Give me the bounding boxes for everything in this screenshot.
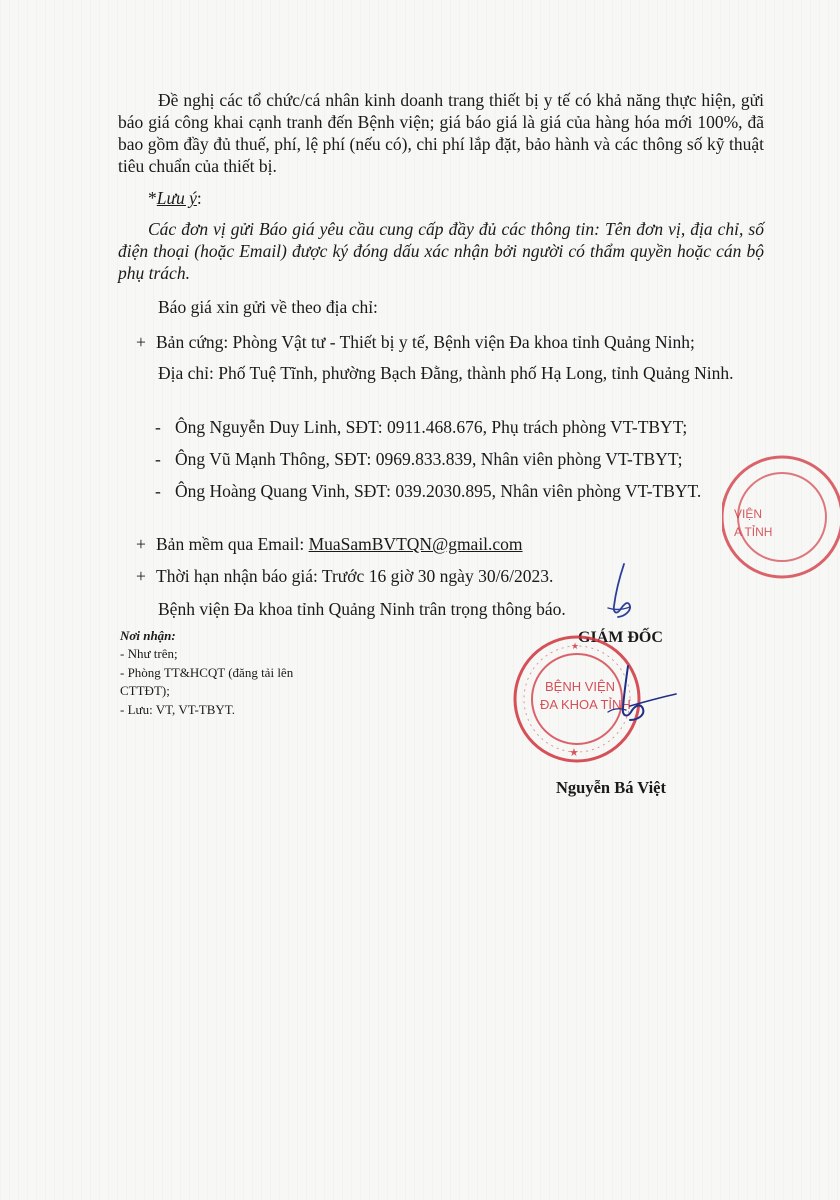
signature-mark-main	[600, 662, 680, 724]
contact-dash: -	[155, 417, 161, 437]
address-intro: Báo giá xin gửi về theo địa chỉ:	[158, 297, 378, 317]
hard-copy-address: Địa chỉ: Phố Tuệ Tĩnh, phường Bạch Đằng, thành phố Hạ Long, tỉnh Quảng Ninh.	[158, 363, 734, 383]
note-text: Các đơn vị gửi Báo giá yêu cầu cung cấp đầy đủ các thông tin: Tên đơn vị, địa chỉ, số điện thoại (hoặc Email) được ký đóng dấu xác nhận bởi người có thẩm quyền hoặc cán bộ phụ trách.	[118, 219, 764, 283]
note-prefix: *	[148, 188, 157, 208]
contact-item: Ông Hoàng Quang Vinh, SĐT: 039.2030.895, Nhân viên phòng VT-TBYT.	[175, 481, 702, 501]
signature-name: Nguyễn Bá Việt	[556, 778, 667, 797]
recipient-item: - Như trên;	[120, 646, 178, 661]
svg-text:★: ★	[571, 642, 580, 652]
hard-copy-text: Bản cứng: Phòng Vật tư - Thiết bị y tế, Bệnh viện Đa khoa tỉnh Quảng Ninh;	[156, 332, 695, 352]
soft-copy-label: Bản mềm qua Email:	[156, 534, 309, 554]
soft-copy	[156, 533, 523, 555]
closing-text: Bệnh viện Đa khoa tỉnh Quảng Ninh trân trọng thông báo.	[158, 599, 566, 619]
contact-item: Ông Nguyễn Duy Linh, SĐT: 0911.468.676, Phụ trách phòng VT-TBYT;	[175, 417, 688, 437]
deadline-text: Thời hạn nhận báo giá: Trước 16 giờ 30 ngày 30/6/2023.	[156, 566, 554, 586]
signature-position: GIÁM ĐỐC	[578, 629, 663, 646]
hard-copy-bullet: +	[136, 332, 146, 352]
svg-text:★: ★	[569, 746, 579, 759]
soft-copy-bullet: +	[136, 534, 146, 554]
intro-paragraph: Đề nghị các tổ chức/cá nhân kinh doanh trang thiết bị y tế có khả năng thực hiện, gửi báo giá công khai cạnh tranh đến Bệnh viện; giá báo giá là giá của hàng hóa mới 100%, đã bao gồm đầy đủ thuế, phí, lệ phí (nếu có), chi phí lắp đặt, bảo hành và các thông số kỹ thuật tiêu chuẩn của thiết bị.	[118, 90, 764, 176]
contact-dash: -	[155, 481, 161, 501]
partial-seal-line2: A TỈNH	[734, 525, 773, 539]
contact-dash: -	[155, 449, 161, 469]
email-link[interactable]: MuaSamBVTQN@gmail.com	[308, 534, 523, 554]
note-suffix: :	[196, 188, 202, 208]
partial-seal-line1: VIỆN	[734, 507, 763, 521]
recipient-item: - Phòng TT&HCQT (đăng tải lên	[120, 665, 294, 680]
seal-text-line1: BỆNH VIỆN	[545, 679, 616, 694]
recipient-item: - Lưu: VT, VT-TBYT.	[120, 702, 236, 717]
recipients-title: Nơi nhận:	[120, 628, 176, 643]
signature-mark-top	[594, 560, 640, 622]
recipient-item: CTTĐT);	[120, 683, 170, 698]
contact-item: Ông Vũ Mạnh Thông, SĐT: 0969.833.839, Nhân viên phòng VT-TBYT;	[175, 449, 683, 469]
seal-text-line2: ĐA KHOA TỈNH	[540, 697, 631, 712]
deadline-bullet: +	[136, 566, 146, 586]
partial-seal	[722, 447, 840, 587]
note-label-text: Lưu ý	[156, 188, 197, 208]
note-label	[148, 187, 202, 209]
